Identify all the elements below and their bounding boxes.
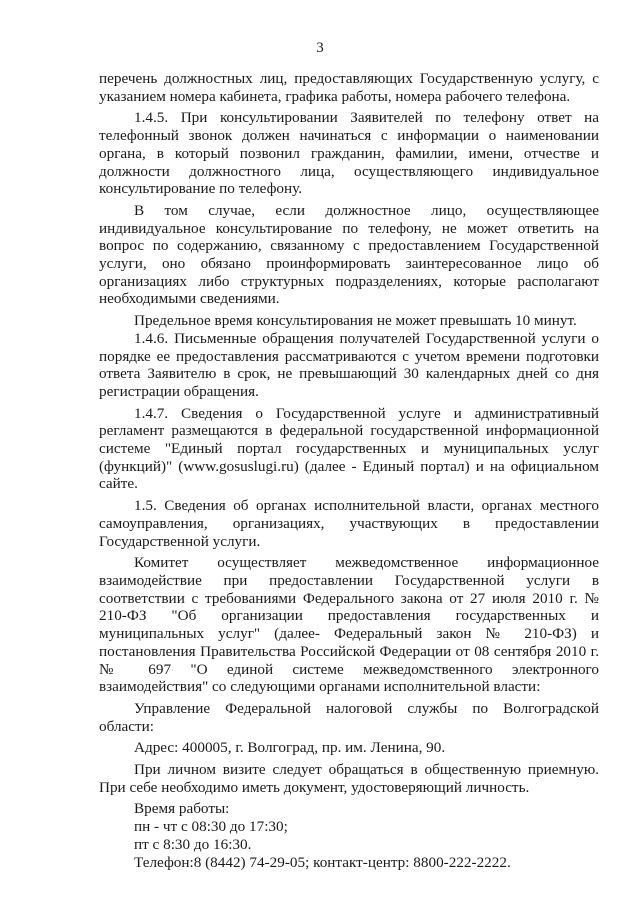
paragraph-1-4-7: 1.4.7. Сведения о Государственной услуге и административный регламент размещаются в федеральной государственной информационной системе "Единый портал государственных и муниципальных услуг (функций)" (www.gosuslugi.ru) (далее - Единый портал) и на официальном сайте. [99, 404, 599, 493]
paragraph-working-hours: Время работы: [134, 800, 230, 818]
paragraph-hours-fri: пт с 8:30 до 16:30. [134, 835, 252, 853]
paragraph-hours-mon-thu: пн - чт с 08:30 до 17:30; [134, 818, 288, 836]
paragraph-1-4-6: 1.4.6. Письменные обращения получателей Государственной услуги о порядке ее предоставления рассматриваются с учетом времени подготовки ответа Заявителю в срок, не превышающий 30 календарных дней со дня регистрации обращения. [99, 329, 599, 400]
paragraph-phone-referral: В том случае, если должностное лицо, осуществляющее индивидуальное консультирование по телефону, не может ответить на вопрос по содержанию, связанному с предоставлением Государственной услуги, оно обязано проинформировать заинтересованное лицо об организациях либо структурных подразделениях, которые располагают необходимыми сведениями. [99, 201, 599, 308]
paragraph-1-4-5: 1.4.5. При консультировании Заявителей по телефону ответ на телефонный звонок должен начинаться с информации о наименовании органа, в который позвонил гражданин, фамилии, имени, отчестве и должности должностного лица, осуществляющего индивидуальное консультирование по телефону. [99, 109, 599, 198]
paragraph-tax-service: Управление Федеральной налоговой службы по Волгоградской области: [99, 699, 599, 735]
paragraph-officials-list: перечень должностных лиц, предоставляющих Государственную услугу, с указанием номера кабинета, графика работы, номера рабочего телефона. [99, 70, 599, 105]
paragraph-personal-visit: При личном визите следует обращаться в общественную приемную. При себе необходимо иметь документ, удостоверяющий личность. [99, 761, 599, 796]
paragraph-phone: Телефон:8 (8442) 74-29-05; контакт-центр: 8800-222-2222. [134, 853, 511, 871]
paragraph-address: Адрес: 400005, г. Волгоград, пр. им. Ленина, 90. [134, 739, 446, 757]
paragraph-committee: Комитет осуществляет межведомственное информационное взаимодействие при предоставлении Государственной услуги в соответствии с требованиями Федерального закона от 27 июля 2010 г. № 210-ФЗ "Об организации предоставления государственных и муниципальных услуг" (далее- Федеральный закон № 210-ФЗ) и постановления Правительства Российской Федерации от 08 сентября 2010 г. № 697 "О единой системе межведомственного электронного взаимодействия" со следующими органами исполнительной власти: [99, 554, 599, 696]
paragraph-time-limit: Предельное время консультирования не может превышать 10 минут. [134, 312, 577, 330]
paragraph-1-5: 1.5. Сведения об органах исполнительной власти, органах местного самоуправления, организациях, участвующих в предоставлении Государственной услуги. [99, 497, 599, 550]
page-number: 3 [316, 40, 324, 56]
document-body [99, 70, 599, 871]
